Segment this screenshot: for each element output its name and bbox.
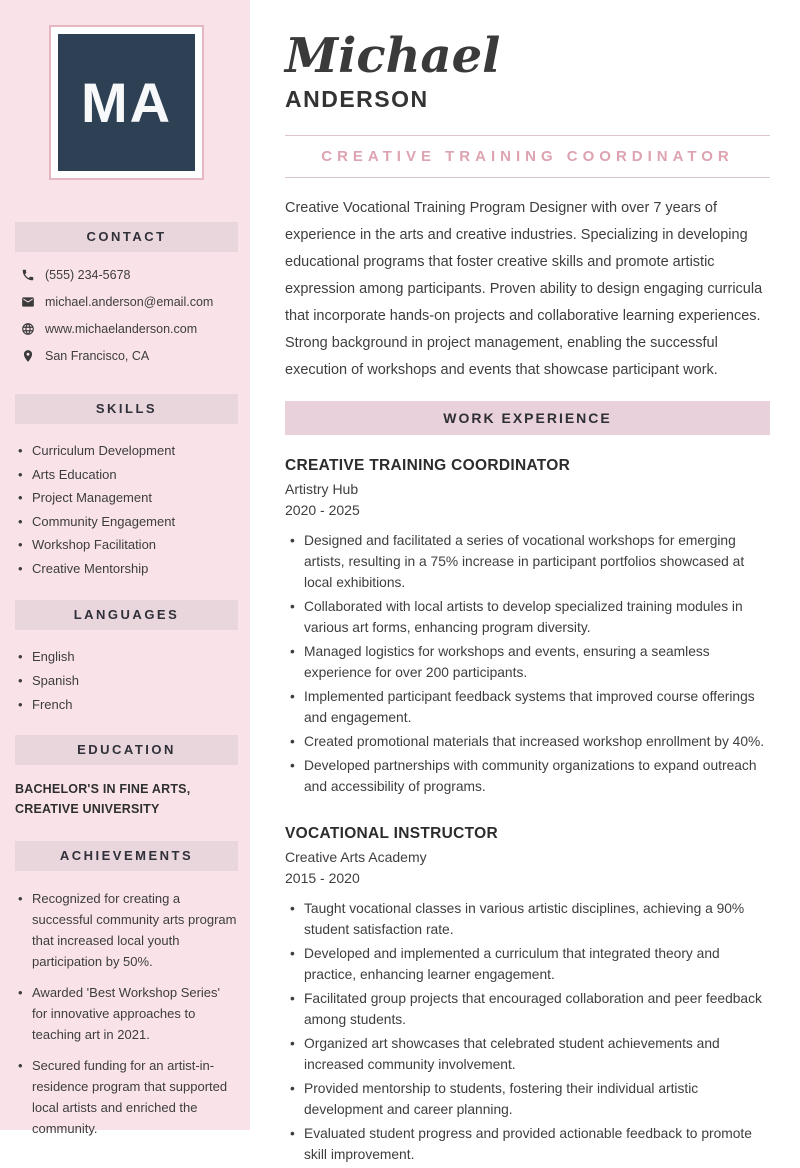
skills-heading: SKILLS — [15, 394, 238, 424]
list-item: • Workshop Facilitation — [15, 533, 238, 557]
job-bullet: • Created promotional materials that increased workshop enrollment by 40%. — [285, 731, 770, 752]
list-item: • Creative Mentorship — [15, 557, 238, 581]
job-title: VOCATIONAL INSTRUCTOR — [285, 825, 498, 842]
main-column — [285, 0, 770, 1168]
contact-text: michael.anderson@email.com — [45, 295, 214, 309]
job-entry — [285, 825, 770, 1165]
job-list — [285, 457, 770, 1165]
email-icon — [21, 295, 35, 309]
job-bullets — [285, 530, 770, 797]
phone-icon — [21, 268, 35, 282]
job-bullet: • Implemented participant feedback systems that improved course offerings and engagement. — [285, 686, 770, 728]
job-dates: 2020 - 2025 — [285, 502, 360, 518]
education-heading: EDUCATION — [15, 735, 238, 765]
contact-list — [15, 268, 238, 363]
achievements-heading: ACHIEVEMENTS — [15, 841, 238, 871]
job-dates: 2015 - 2020 — [285, 870, 360, 886]
list-item: • Project Management — [15, 486, 238, 510]
list-item: • Secured funding for an artist-in-residence program that supported local artists and enriched the community. — [15, 1055, 238, 1139]
job-bullet: • Provided mentorship to students, fostering their individual artistic development and career planning. — [285, 1078, 770, 1120]
contact-item — [15, 349, 238, 363]
list-item: • French — [15, 693, 238, 717]
list-item: • Recognized for creating a successful community arts program that increased local youth participation by 50%. — [15, 888, 238, 972]
first-name: Michael — [285, 28, 501, 84]
list-item: • Community Engagement — [15, 510, 238, 534]
job-bullet: • Designed and facilitated a series of vocational workshops for emerging artists, resulting in a 75% increase in participant portfolios showcased at local exhibitions. — [285, 530, 770, 593]
job-bullet: • Facilitated group projects that encouraged collaboration and peer feedback among students. — [285, 988, 770, 1030]
job-entry — [285, 457, 770, 797]
list-item: • Curriculum Development — [15, 439, 238, 463]
work-experience-heading: WORK EXPERIENCE — [285, 401, 770, 435]
location-pin-icon — [21, 349, 35, 363]
contact-item — [15, 268, 238, 282]
job-bullet: • Collaborated with local artists to develop specialized training modules in various art forms, enhancing program diversity. — [285, 596, 770, 638]
summary-paragraph: Creative Vocational Training Program Designer with over 7 years of experience in the arts and creative industries. Specializing in developing educational programs that foster creative skills and promote artistic expression among participants. Proven ability to design engaging curricula that incorporate hands-on projects and collaborative learning experiences. Strong background in project management, enabling the successful execution of workshops and events that showcase participant work. — [285, 200, 763, 378]
contact-text: San Francisco, CA — [45, 349, 150, 363]
list-item: • Arts Education — [15, 463, 238, 487]
job-headline-block — [285, 135, 770, 178]
achievements-list — [15, 888, 238, 1139]
list-item: • Awarded 'Best Workshop Series' for innovative approaches to teaching art in 2021. — [15, 982, 238, 1045]
list-item: • Spanish — [15, 669, 238, 693]
job-headline: CREATIVE TRAINING COORDINATOR — [321, 148, 734, 165]
job-bullet: • Developed partnerships with community organizations to expand outreach and accessibility of programs. — [285, 755, 770, 797]
job-bullet: • Evaluated student progress and provided actionable feedback to promote skill improvement. — [285, 1123, 770, 1165]
contact-text: www.michaelanderson.com — [45, 322, 198, 336]
job-bullet: • Taught vocational classes in various artistic disciplines, achieving a 90% student satisfaction rate. — [285, 898, 770, 940]
languages-list — [15, 645, 238, 717]
contact-heading: CONTACT — [15, 222, 238, 252]
sidebar — [0, 0, 250, 1136]
job-bullet: • Organized art showcases that celebrated student achievements and increased community involvement. — [285, 1033, 770, 1075]
contact-item — [15, 295, 238, 309]
contact-item — [15, 322, 238, 336]
job-title: CREATIVE TRAINING COORDINATOR — [285, 457, 571, 474]
job-company: Creative Arts Academy — [285, 849, 427, 865]
monogram: MA — [58, 34, 195, 171]
skills-list — [15, 439, 238, 580]
globe-icon — [21, 322, 35, 336]
last-name: ANDERSON — [285, 86, 429, 112]
job-bullet: • Managed logistics for workshops and events, ensuring a seamless experience for over 200 participants. — [285, 641, 770, 683]
education-degree: BACHELOR'S IN FINE ARTS, CREATIVE UNIVERSITY — [15, 782, 191, 816]
contact-text: (555) 234-5678 — [45, 268, 131, 282]
monogram-frame — [49, 25, 204, 180]
languages-heading: LANGUAGES — [15, 600, 238, 630]
job-bullets — [285, 898, 770, 1165]
job-bullet: • Developed and implemented a curriculum that integrated theory and practice, enhancing learner engagement. — [285, 943, 770, 985]
job-company: Artistry Hub — [285, 481, 359, 497]
list-item: • English — [15, 645, 238, 669]
